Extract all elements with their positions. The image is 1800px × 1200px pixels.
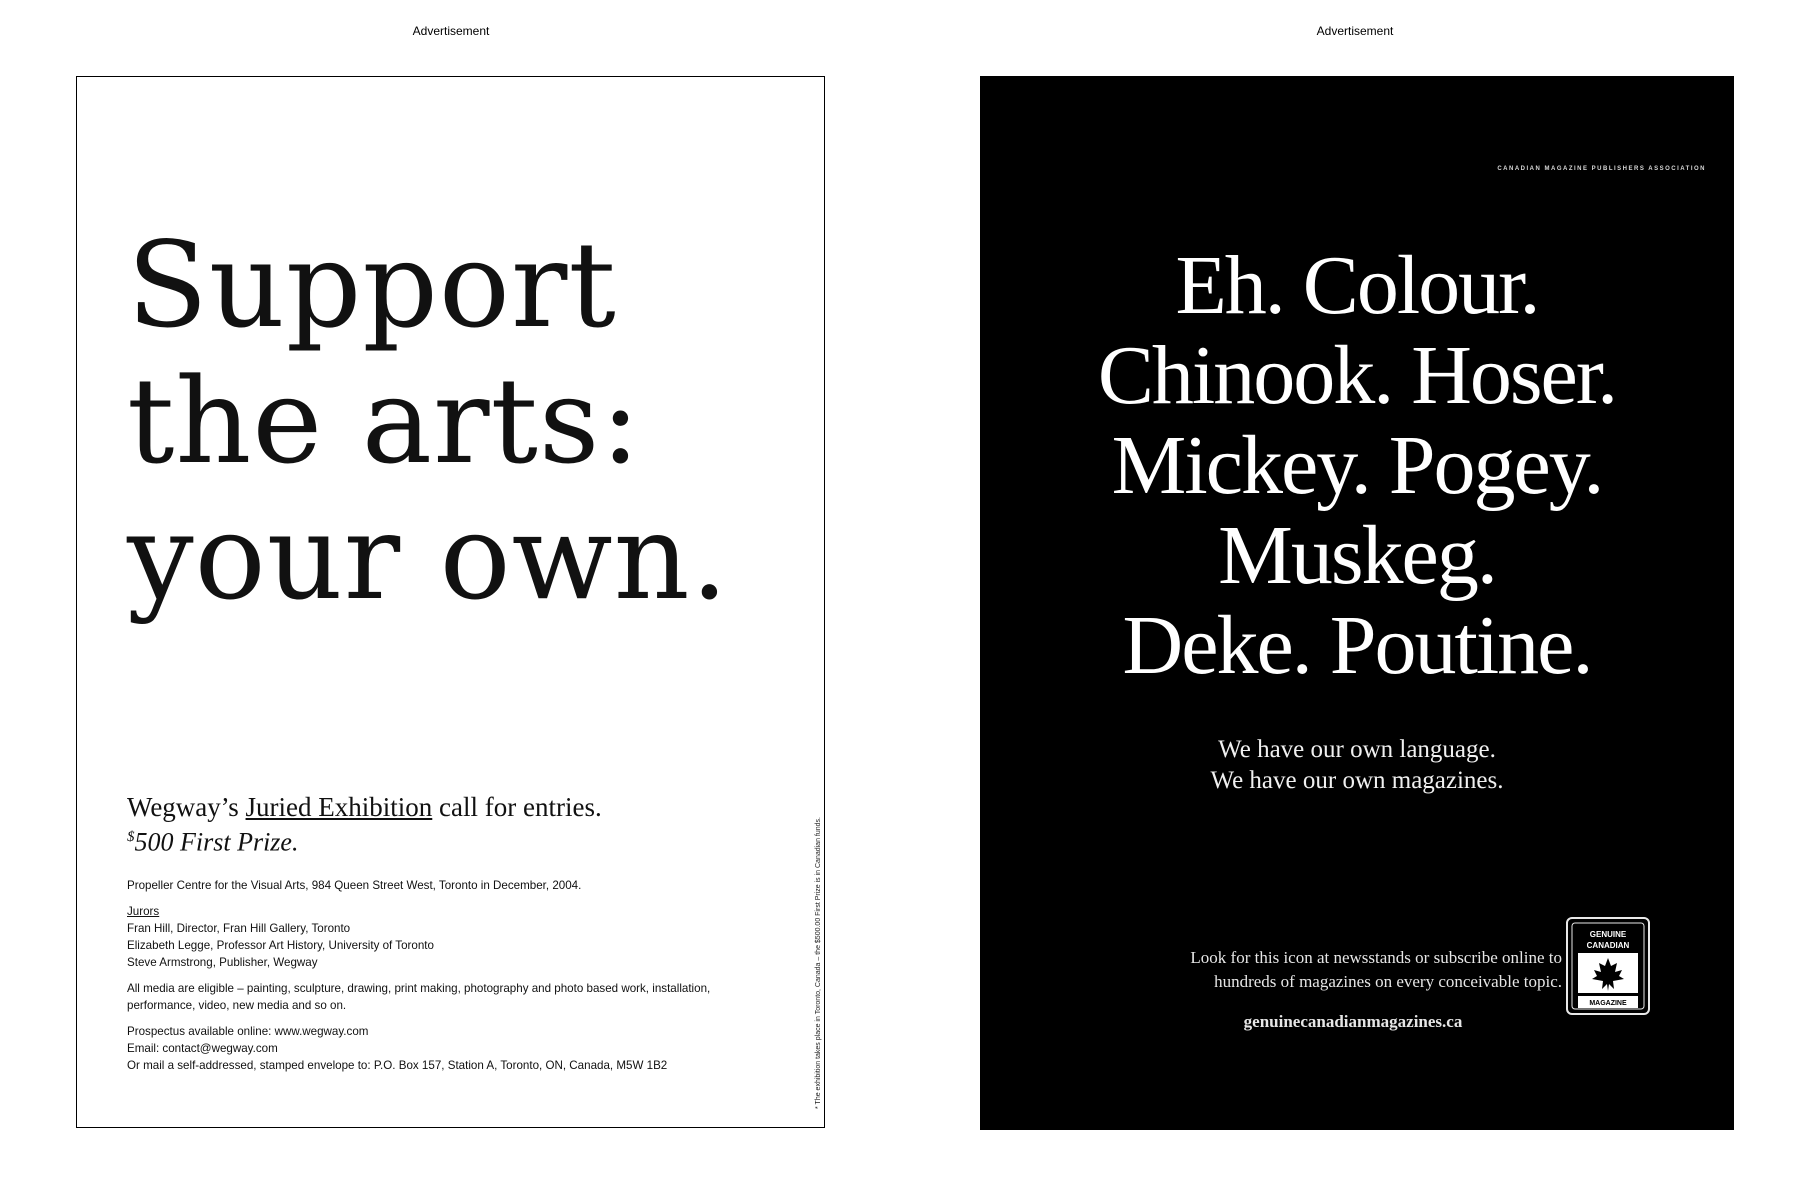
look-line: hundreds of magazines on every conceivable topic. bbox=[1214, 972, 1562, 991]
mail-line: Or mail a self-addressed, stamped envelope to: P.O. Box 157, Station A, Toronto, ON, Canada, M5W 1B2 bbox=[127, 1059, 668, 1072]
canadian-magazines-advertisement bbox=[980, 76, 1734, 1130]
advertisement-label: Advertisement bbox=[412, 24, 490, 38]
headline-line: your own. bbox=[127, 488, 730, 626]
tagline-line: We have our own magazines. bbox=[1210, 767, 1504, 794]
first-prize bbox=[127, 821, 298, 859]
canadian-words bbox=[980, 241, 1734, 691]
footnote-text: * The exhibition takes place in Toronto, Canada – the $500.00 First Prize is in Canadian funds. bbox=[815, 817, 822, 1109]
association-name: CANADIAN MAGAZINE PUBLISHERS ASSOCIATION bbox=[1497, 166, 1706, 172]
words-line: Deke. Poutine. bbox=[1122, 599, 1592, 692]
website-text[interactable]: genuinecanadianmagazines.ca bbox=[1243, 1012, 1463, 1031]
look-for-icon-text bbox=[980, 946, 1562, 994]
venue-text: Propeller Centre for the Visual Arts, 984 Queen Street West, Toronto in December, 2004. bbox=[127, 879, 582, 892]
media-eligibility bbox=[127, 980, 787, 1014]
prospectus-line: Prospectus available online: www.wegway.com bbox=[127, 1025, 369, 1038]
words-line: Muskeg. bbox=[1218, 509, 1496, 602]
words-line: Eh. Colour. bbox=[1175, 239, 1539, 332]
exhibition-details bbox=[127, 877, 787, 1083]
tagline bbox=[980, 734, 1734, 796]
badge-mid-text: CANADIAN bbox=[1586, 941, 1630, 950]
juror-item: Steve Armstrong, Publisher, Wegway bbox=[127, 956, 318, 969]
words-line: Chinook. Hoser. bbox=[1097, 329, 1617, 422]
badge-top-text: GENUINE bbox=[1589, 930, 1627, 939]
media-line: All media are eligible – painting, sculpture, drawing, print making, photography and photo based work, installation, bbox=[127, 982, 711, 995]
callout-prefix: Wegway’s bbox=[127, 792, 246, 822]
juried-exhibition-link[interactable]: Juried Exhibition bbox=[245, 792, 433, 822]
juror-item: Fran Hill, Director, Fran Hill Gallery, Toronto bbox=[127, 922, 351, 935]
jurors-title: Jurors bbox=[127, 905, 160, 918]
call-for-entries bbox=[127, 791, 602, 823]
look-line: Look for this icon at newsstands or subscribe online to bbox=[1190, 948, 1562, 967]
advertisement-label: Advertisement bbox=[1316, 24, 1394, 38]
email-line: Email: contact@wegway.com bbox=[127, 1042, 278, 1055]
tagline-line: We have our own language. bbox=[1218, 736, 1496, 763]
genuine-canadian-magazine-badge bbox=[1564, 915, 1652, 1017]
headline-line: the arts: bbox=[127, 352, 642, 490]
contact-info bbox=[127, 1023, 787, 1074]
juror-item: Elizabeth Legge, Professor Art History, University of Toronto bbox=[127, 939, 434, 952]
badge-bottom-text: MAGAZINE bbox=[1589, 1000, 1627, 1007]
prize-text: 500 First Prize. bbox=[134, 827, 299, 857]
words-line: Mickey. Pogey. bbox=[1111, 419, 1603, 512]
side-footnote bbox=[809, 749, 821, 1109]
jurors-section bbox=[127, 903, 787, 971]
callout-suffix: call for entries. bbox=[432, 792, 602, 822]
wegway-advertisement bbox=[76, 76, 825, 1128]
prize-currency: $ bbox=[127, 829, 135, 845]
headline bbox=[127, 217, 729, 625]
media-line: performance, video, new media and so on. bbox=[127, 999, 347, 1012]
badge-graphic bbox=[1564, 915, 1652, 1017]
headline-line: Support bbox=[127, 216, 617, 354]
